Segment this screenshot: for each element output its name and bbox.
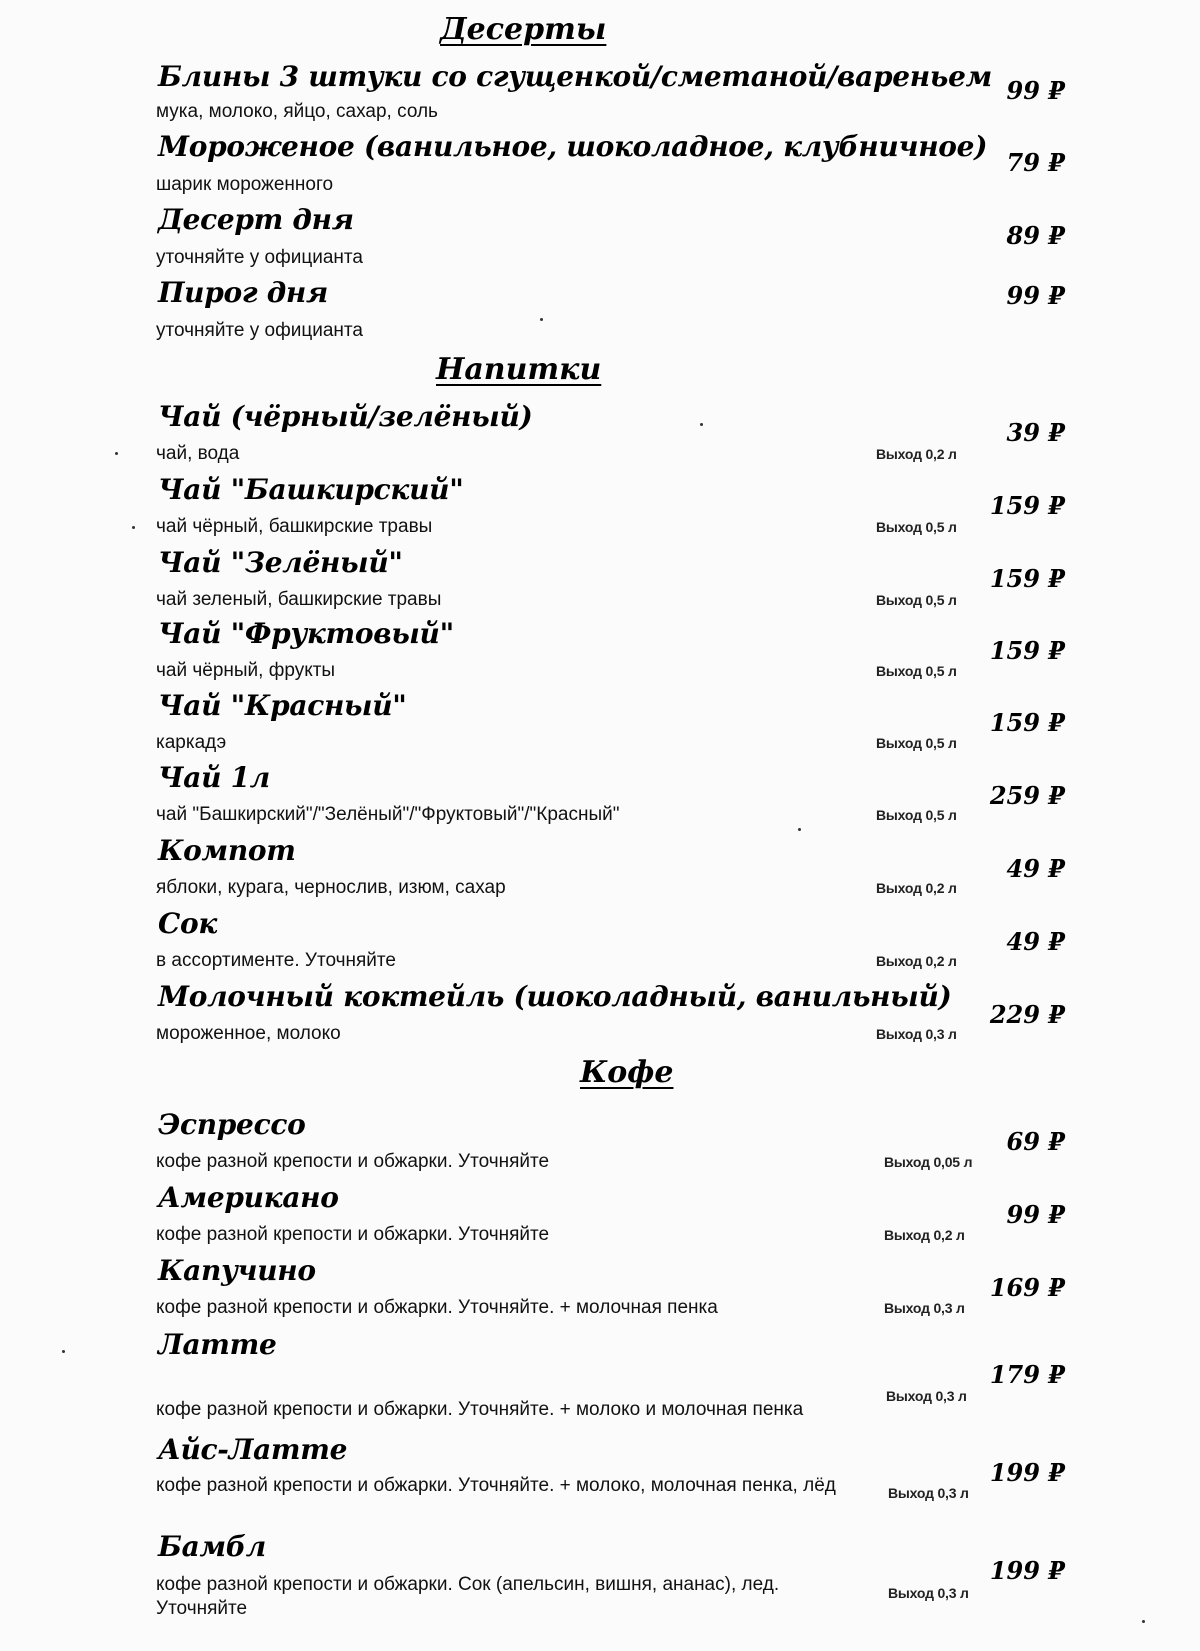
item-description: чай чёрный, фрукты bbox=[156, 660, 336, 681]
item-name: Чай "Башкирский" bbox=[158, 473, 464, 506]
item-volume: Выход 0,5 л bbox=[876, 807, 957, 823]
item-price: 169 ₽ bbox=[989, 1273, 1065, 1302]
item-price: 199 ₽ bbox=[989, 1458, 1065, 1487]
item-description: яблоки, курага, чернослив, изюм, сахар bbox=[156, 877, 506, 898]
item-description: мука, молоко, яйцо, сахар, соль bbox=[156, 101, 438, 122]
item-price: 179 ₽ bbox=[989, 1360, 1065, 1389]
paper-speck bbox=[1142, 1620, 1145, 1623]
item-description: чай "Башкирский"/"Зелёный"/"Фруктовый"/"Красный" bbox=[156, 804, 620, 825]
item-price: 229 ₽ bbox=[989, 1000, 1065, 1029]
item-price: 99 ₽ bbox=[1006, 76, 1065, 105]
paper-speck bbox=[62, 1350, 65, 1353]
item-price: 159 ₽ bbox=[989, 564, 1065, 593]
item-description: шарик мороженного bbox=[156, 174, 334, 195]
item-name: Чай "Фруктовый" bbox=[158, 617, 454, 650]
item-volume: Выход 0,3 л bbox=[886, 1388, 967, 1404]
item-description: каркадэ bbox=[156, 732, 227, 753]
item-description: кофе разной крепости и обжарки. Уточняйте. + молочная пенка bbox=[156, 1297, 718, 1318]
item-name: Бамбл bbox=[158, 1530, 266, 1563]
paper-speck bbox=[132, 526, 135, 529]
item-name: Айс-Латте bbox=[158, 1433, 348, 1466]
item-description: чай, вода bbox=[156, 443, 240, 464]
item-description: чай зеленый, башкирские травы bbox=[156, 589, 442, 610]
item-name: Блины 3 штуки со сгущенкой/сметаной/вареньем bbox=[158, 60, 992, 93]
paper-speck bbox=[700, 423, 703, 426]
section-title-coffee: Кофе bbox=[580, 1055, 674, 1090]
item-description: кофе разной крепости и обжарки. Уточняйте. + молоко, молочная пенка, лёд bbox=[156, 1475, 836, 1496]
section-title-desserts: Десерты bbox=[440, 12, 607, 47]
item-description: кофе разной крепости и обжарки. Уточняйте bbox=[156, 1151, 550, 1172]
paper-speck bbox=[115, 452, 118, 455]
item-price: 159 ₽ bbox=[989, 708, 1065, 737]
item-volume: Выход 0,2 л bbox=[876, 953, 957, 969]
item-price: 159 ₽ bbox=[989, 636, 1065, 665]
item-volume: Выход 0,3 л bbox=[884, 1300, 965, 1316]
item-description: кофе разной крепости и обжарки. Уточняйте. + молоко и молочная пенка bbox=[156, 1399, 804, 1420]
item-name: Молочный коктейль (шоколадный, ванильный) bbox=[158, 980, 952, 1013]
item-name: Латте bbox=[158, 1328, 277, 1361]
item-name: Сок bbox=[158, 907, 218, 940]
item-description: кофе разной крепости и обжарки. Уточняйте bbox=[156, 1224, 550, 1245]
item-price: 49 ₽ bbox=[1006, 854, 1065, 883]
item-description: чай чёрный, башкирские травы bbox=[156, 516, 433, 537]
item-description: уточняйте у официанта bbox=[156, 247, 363, 268]
item-volume: Выход 0,5 л bbox=[876, 663, 957, 679]
item-price: 39 ₽ bbox=[1006, 418, 1065, 447]
item-volume: Выход 0,05 л bbox=[884, 1154, 973, 1170]
section-title-drinks: Напитки bbox=[436, 352, 602, 387]
item-name: Мороженое (ванильное, шоколадное, клубничное) bbox=[158, 130, 988, 163]
item-price: 99 ₽ bbox=[1006, 281, 1065, 310]
item-volume: Выход 0,3 л bbox=[888, 1585, 969, 1601]
item-price: 79 ₽ bbox=[1006, 148, 1065, 177]
item-volume: Выход 0,2 л bbox=[884, 1227, 965, 1243]
item-name: Чай "Красный" bbox=[158, 689, 407, 722]
item-volume: Выход 0,5 л bbox=[876, 592, 957, 608]
item-description: мороженное, молоко bbox=[156, 1023, 341, 1044]
item-name: Чай "Зелёный" bbox=[158, 546, 403, 579]
item-name: Компот bbox=[158, 834, 296, 867]
paper-speck bbox=[540, 318, 543, 321]
item-price: 199 ₽ bbox=[989, 1556, 1065, 1585]
paper-speck bbox=[798, 828, 801, 831]
item-name: Десерт дня bbox=[158, 203, 354, 236]
item-volume: Выход 0,5 л bbox=[876, 735, 957, 751]
item-name: Чай 1л bbox=[158, 761, 270, 794]
item-price: 69 ₽ bbox=[1006, 1127, 1065, 1156]
item-price: 99 ₽ bbox=[1006, 1200, 1065, 1229]
item-volume: Выход 0,3 л bbox=[876, 1026, 957, 1042]
item-description: уточняйте у официанта bbox=[156, 320, 363, 341]
item-name: Чай (чёрный/зелёный) bbox=[158, 400, 533, 433]
item-name: Американо bbox=[158, 1181, 339, 1214]
item-price: 259 ₽ bbox=[989, 781, 1065, 810]
item-price: 49 ₽ bbox=[1006, 927, 1065, 956]
item-price: 159 ₽ bbox=[989, 491, 1065, 520]
item-name: Капучино bbox=[158, 1254, 316, 1287]
item-description: в ассортименте. Уточняйте bbox=[156, 950, 396, 971]
item-name: Пирог дня bbox=[158, 276, 329, 309]
item-volume: Выход 0,2 л bbox=[876, 880, 957, 896]
item-volume: Выход 0,3 л bbox=[888, 1485, 969, 1501]
item-volume: Выход 0,2 л bbox=[876, 446, 957, 462]
item-price: 89 ₽ bbox=[1006, 221, 1065, 250]
item-name: Эспрессо bbox=[158, 1108, 306, 1141]
item-volume: Выход 0,5 л bbox=[876, 519, 957, 535]
item-description: кофе разной крепости и обжарки. Сок (апельсин, вишня, ананас), лед. Уточняйте bbox=[156, 1574, 780, 1619]
